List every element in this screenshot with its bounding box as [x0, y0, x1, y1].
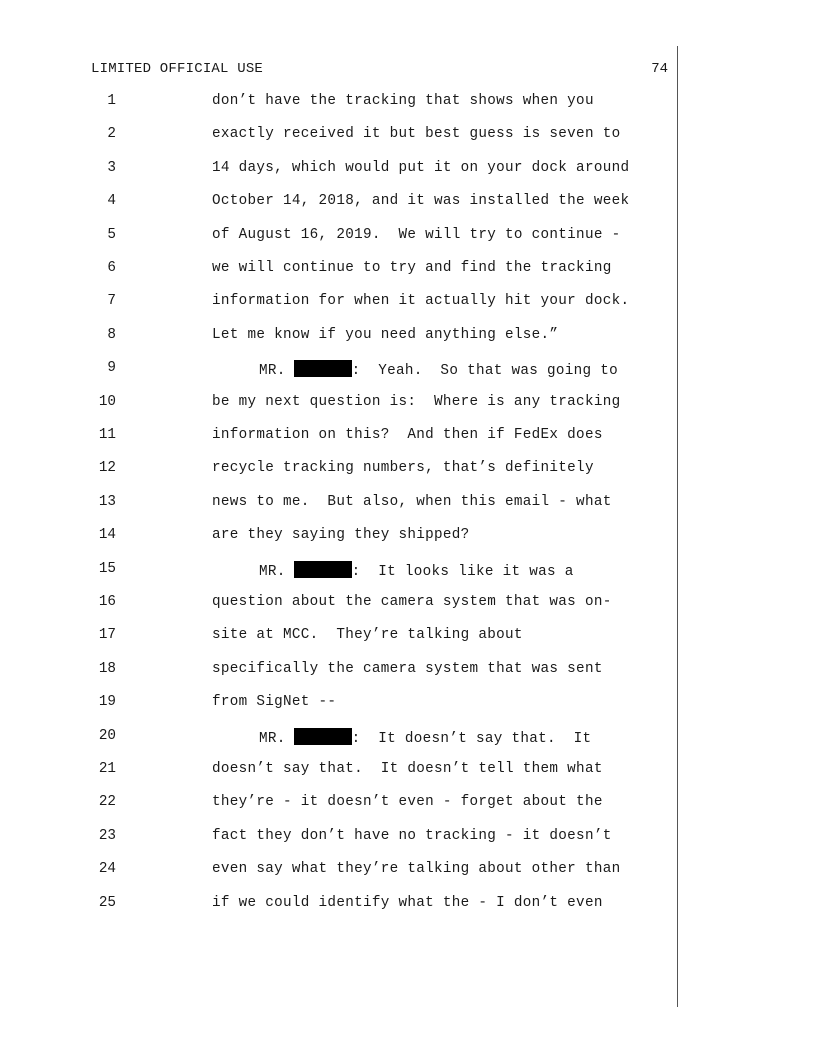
transcript-line: [0, 291, 816, 315]
redaction-box: [294, 728, 352, 745]
line-number: 7: [107, 293, 116, 310]
line-text: [212, 160, 629, 176]
line-text: [212, 794, 603, 810]
transcript-line: [0, 859, 816, 883]
transcript-line: [0, 525, 816, 549]
transcript-line: [0, 826, 816, 850]
line-number: 16: [98, 594, 116, 610]
line-number: 22: [98, 794, 116, 811]
line-text: [212, 394, 620, 410]
redaction-box: [294, 360, 352, 377]
line-text: [212, 260, 612, 276]
line-content: : It doesn’t say that. It: [351, 730, 592, 747]
line-text: [212, 594, 612, 610]
transcript-line: [0, 91, 816, 115]
line-content: doesn’t say that. It doesn’t tell them what: [212, 761, 603, 777]
speaker-label: MR.: [259, 563, 286, 580]
line-number: 3: [107, 159, 116, 176]
line-content: : It looks like it was a: [351, 563, 574, 580]
transcript-line: [0, 559, 816, 583]
line-number: 4: [107, 193, 116, 210]
line-number: 25: [98, 894, 116, 911]
transcript-line: [0, 726, 816, 750]
transcript-line: [0, 592, 816, 616]
header-title: LIMITED OFFICIAL USE: [91, 61, 264, 77]
line-text: [212, 293, 629, 309]
line-number: 5: [107, 226, 116, 243]
line-content: October 14, 2018, and it was installed the week: [212, 193, 630, 210]
line-text: [212, 694, 336, 710]
transcript-line: [0, 759, 816, 783]
line-number: 20: [98, 727, 116, 744]
transcript-line: [0, 625, 816, 649]
line-text: [212, 427, 603, 443]
transcript-line: [0, 258, 816, 282]
transcript-line: [0, 358, 816, 382]
line-number: 1: [107, 93, 116, 109]
transcript-line: [0, 893, 816, 917]
line-number: 10: [98, 393, 116, 410]
line-number: 23: [98, 827, 116, 844]
line-content: information on this? And then if FedEx does: [212, 427, 603, 443]
transcript-line: [0, 425, 816, 449]
line-number: 2: [107, 126, 116, 143]
line-content: we will continue to try and find the tracking: [212, 260, 612, 276]
line-number: 8: [107, 326, 116, 343]
line-text: [259, 360, 618, 379]
line-text: [212, 661, 603, 677]
line-number: 11: [98, 427, 116, 443]
line-content: fact they don’t have no tracking - it doesn’t: [212, 827, 612, 844]
line-text: [212, 895, 603, 911]
transcript-line: [0, 659, 816, 683]
line-content: don’t have the tracking that shows when you: [212, 93, 594, 109]
transcript-line: [0, 158, 816, 182]
transcript-line: [0, 225, 816, 249]
line-number: 18: [98, 660, 116, 677]
line-content: information for when it actually hit your dock.: [212, 293, 630, 310]
line-content: of August 16, 2019. We will try to continue -: [212, 226, 621, 243]
line-text: [212, 828, 612, 844]
speaker-label: MR.: [259, 363, 286, 380]
line-content: recycle tracking numbers, that’s definitely: [212, 460, 594, 477]
line-content: specifically the camera system that was sent: [212, 660, 603, 677]
transcript-line: [0, 458, 816, 482]
line-text: [259, 728, 591, 747]
line-text: [212, 327, 558, 343]
line-number: 9: [107, 360, 116, 377]
line-text: [212, 126, 620, 142]
line-text: [212, 861, 620, 877]
line-number: 15: [98, 560, 116, 577]
line-content: exactly received it but best guess is seven to: [212, 126, 621, 143]
transcript-line: [0, 692, 816, 716]
line-content: are they saying they shipped?: [212, 527, 470, 544]
line-content: if we could identify what the - I don’t even: [212, 894, 603, 911]
line-text: [212, 227, 620, 243]
line-content: be my next question is: Where is any tracking: [212, 393, 621, 410]
line-content: they’re - it doesn’t even - forget about the: [212, 794, 603, 811]
page-number: 74: [651, 61, 668, 77]
line-content: site at MCC. They’re talking about: [212, 627, 523, 644]
line-text: [259, 561, 574, 580]
line-number: 17: [98, 627, 116, 644]
transcript-line: [0, 392, 816, 416]
line-number: 6: [107, 260, 116, 276]
transcript-line: [0, 492, 816, 516]
line-number: 24: [98, 861, 116, 878]
transcript-line: [0, 792, 816, 816]
redaction-box: [294, 561, 352, 578]
line-text: [212, 193, 629, 209]
line-content: question about the camera system that was on-: [212, 594, 612, 610]
line-content: news to me. But also, when this email - what: [212, 493, 612, 510]
line-content: from SigNet --: [212, 694, 337, 711]
line-number: 12: [98, 460, 116, 477]
line-text: [212, 494, 612, 510]
line-text: [212, 627, 523, 643]
line-content: : Yeah. So that was going to: [351, 363, 619, 380]
line-number: 21: [98, 761, 116, 777]
line-content: Let me know if you need anything else.”: [212, 326, 559, 343]
line-text: [212, 93, 594, 109]
transcript-line: [0, 325, 816, 349]
line-text: [212, 527, 470, 543]
line-text: [212, 761, 603, 777]
line-text: [212, 460, 594, 476]
speaker-label: MR.: [259, 730, 286, 747]
line-content: 14 days, which would put it on your dock around: [212, 159, 630, 176]
transcript-line: [0, 191, 816, 215]
transcript-line: [0, 124, 816, 148]
line-number: 14: [98, 527, 116, 544]
line-number: 19: [98, 694, 116, 711]
line-number: 13: [98, 493, 116, 510]
line-content: even say what they’re talking about other than: [212, 861, 621, 878]
